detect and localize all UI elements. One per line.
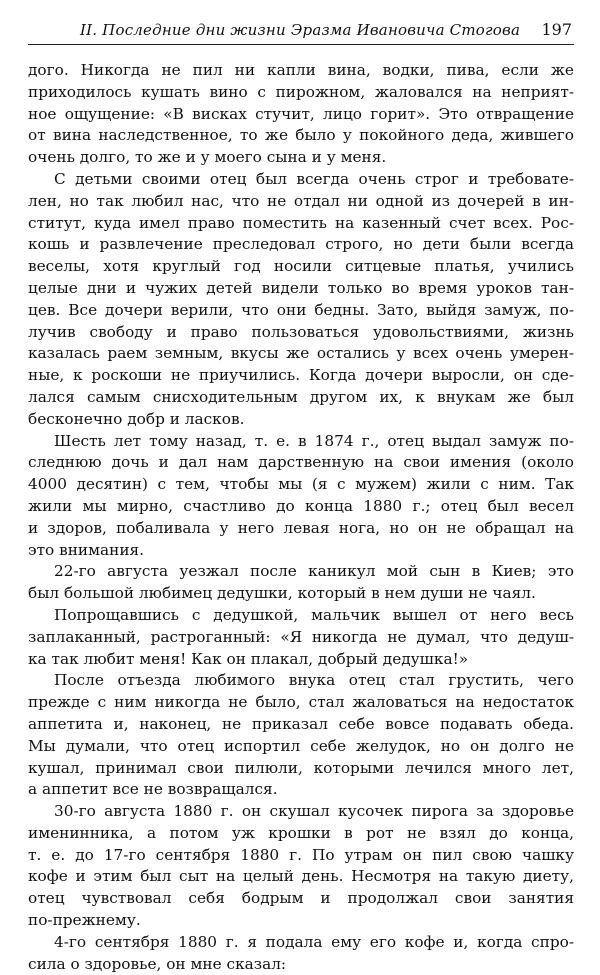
- paragraph: [28, 169, 574, 431]
- paragraph: [28, 60, 574, 169]
- text-line: ститут, куда имел право поместить на казенный счет всех. Рос-: [28, 213, 574, 232]
- text-line: приходилось кушать вино с пирожном, жаловался на неприят-: [28, 82, 574, 101]
- text-line: 4-го сентября 1880 г. я подала ему его кофе и, когда спро-: [54, 932, 574, 951]
- page-number: 197: [541, 20, 572, 39]
- text-line: ка так любит меня! Как он плакал, добрый дедушка!»: [28, 649, 469, 668]
- text-line: казалась раем земным, вкусы же остались у всех очень умерен-: [28, 344, 574, 363]
- text-line: 30-го августа 1880 г. он скушал кусочек пирога за здоровье: [54, 802, 574, 821]
- text-line: ное ощущение: «В висках стучит, лицо горит». Это отвращение: [28, 104, 574, 123]
- text-line: кушал, принимал свои пилюли, которыми лечился много лет,: [28, 758, 574, 777]
- text-line: дого. Никогда не пил ни капли вина, водки, пива, если же: [28, 61, 574, 79]
- text-line: лен, но так любил нас, что не отдал ни одной из дочерей в ин-: [28, 191, 574, 210]
- paragraph: [28, 801, 574, 932]
- text-line: заплаканный, растроганный: «Я никогда не думал, что дедуш-: [28, 627, 574, 646]
- text-line: сила о здоровье, он мне сказал:: [28, 954, 287, 973]
- text-line: лучив свободу и право пользоваться удовольствиями, жизнь: [28, 322, 574, 341]
- body-text: [28, 60, 574, 975]
- text-line: лался самым снисходительным другом их, к внукам же был: [28, 387, 574, 406]
- paragraph: [28, 605, 574, 670]
- text-line: от вина наследственное, то же было у покойного деда, жившего: [28, 126, 574, 145]
- text-line: следнюю дочь и дал нам дарственную на свои имения (около: [28, 453, 574, 472]
- text-line: кофе и этим был сыт на целый день. Несмотря на такую диету,: [28, 867, 574, 886]
- text-line: После отъезда любимого внука отец стал грустить, чего: [54, 671, 574, 690]
- text-line: целые дни и чужих детей видели только во время уроков тан-: [28, 278, 574, 297]
- text-line: бесконечно добр и ласков.: [28, 409, 245, 428]
- text-line: аппетита и, наконец, не приказал себе вовсе подавать обеда.: [28, 714, 574, 733]
- text-line: был большой любимец дедушки, который в нем души не чаял.: [28, 584, 536, 603]
- text-line: Шесть лет тому назад, т. е. в 1874 г., отец выдал замуж по-: [54, 431, 574, 450]
- chapter-title: II. Последние дни жизни Эразма Ивановича Стогова: [80, 21, 521, 39]
- text-line: 4000 десятин) с тем, чтобы мы (я с мужем) жили с ним. Так: [28, 475, 574, 494]
- text-line: прежде с ним никогда не было, стал жаловаться на недостаток: [28, 693, 574, 712]
- text-line: Мы думали, что отец испортил себе желудок, но он долго не: [28, 736, 574, 755]
- paragraph: [28, 561, 574, 605]
- text-line: С детьми своими отец был всегда очень строг и требовате-: [54, 169, 574, 188]
- text-line: т. е. до 17-го сентября 1880 г. По утрам он пил свою чашку: [28, 845, 574, 864]
- text-line: по-прежнему.: [28, 911, 141, 930]
- text-line: а аппетит все не возвращался.: [28, 780, 278, 799]
- paragraph: [28, 932, 574, 975]
- paragraph: [28, 431, 574, 562]
- text-line: кошь и развлечение преследовал строго, но дети были всегда: [28, 235, 574, 254]
- text-line: ные, к роскоши не приучились. Когда дочери выросли, он сде-: [28, 366, 574, 385]
- text-line: цев. Все дочери верили, что они бедны. Зато, выйдя замуж, по-: [28, 300, 574, 319]
- text-line: именинника, а потом уж крошки в рот не взял до конца,: [28, 823, 574, 842]
- text-line: Попрощавшись с дедушкой, мальчик вышел от него весь: [54, 605, 574, 624]
- text-line: очень долго, то же и у моего сына и у меня.: [28, 148, 387, 167]
- text-line: 22-го августа уезжал после каникул мой сын в Киев; это: [54, 562, 574, 581]
- text-line: жили мы мирно, счастливо до конца 1880 г.; отец был весел: [28, 496, 574, 515]
- text-line: это внимания.: [28, 540, 145, 559]
- text-line: и здоров, побаливала у него левая нога, но он не обращал на: [28, 518, 574, 537]
- paragraph: [28, 670, 574, 801]
- text-line: отец чувствовал себя бодрым и продолжал свои занятия: [28, 889, 574, 908]
- running-header: [28, 18, 574, 45]
- text-line: веселы, хотя круглый год носили ситцевые платья, учились: [28, 257, 574, 276]
